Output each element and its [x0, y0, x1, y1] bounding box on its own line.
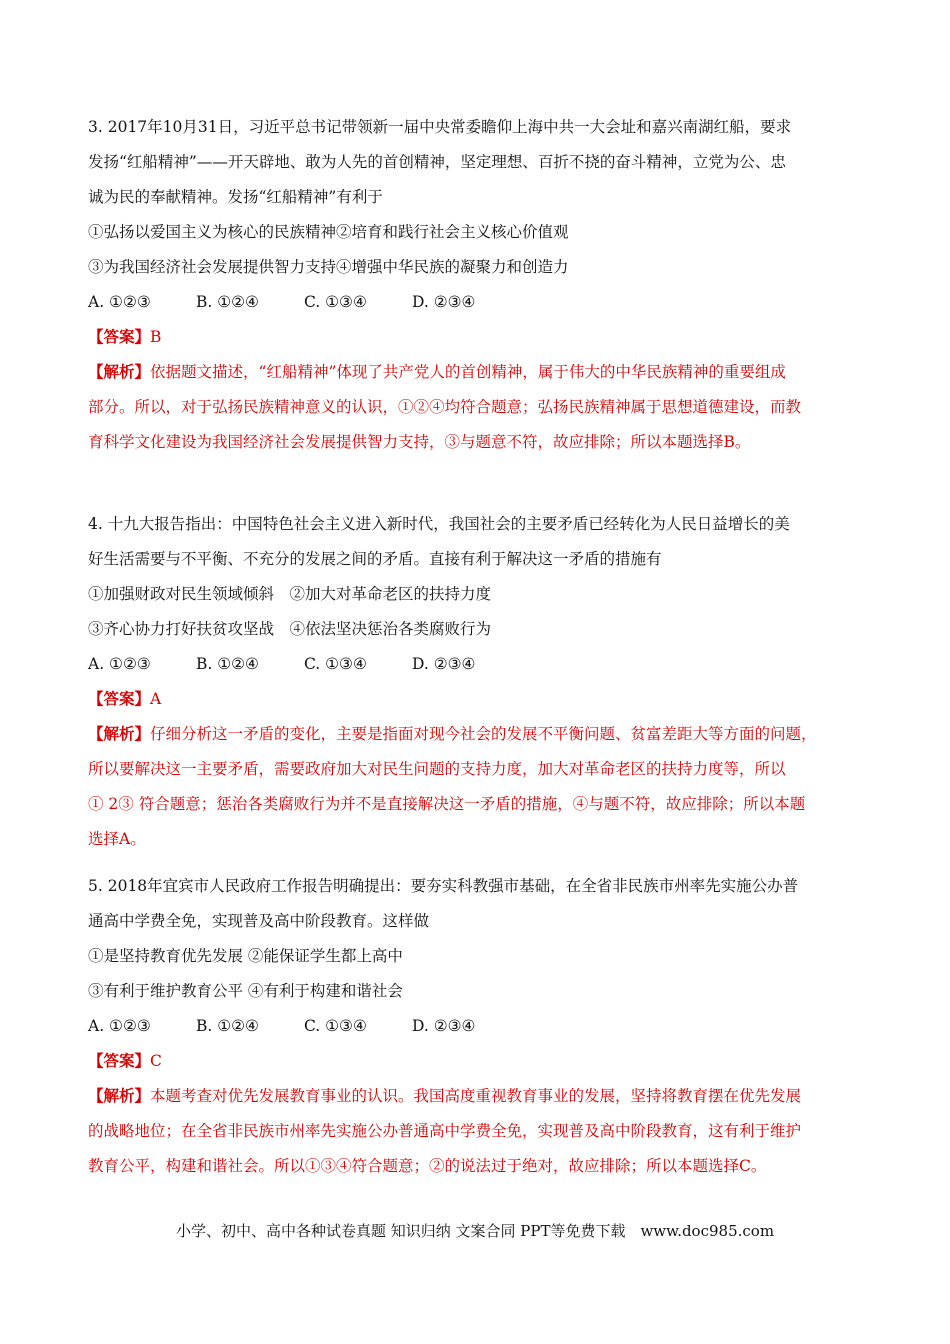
- stem-line: 4. 十九大报告指出：中国特色社会主义进入新时代，我国社会的主要矛盾已经转化为人民日益增长的美: [88, 515, 790, 533]
- explanation: [88, 362, 868, 452]
- stem-line: 发扬“红船精神”——开天辟地、敢为人先的首创精神，坚定理想、百折不挠的奋斗精神，立党为公、忠: [88, 153, 786, 171]
- option-line: ①加强财政对民生领域倾斜 ②加大对革命老区的扶持力度: [88, 585, 492, 603]
- question-stem: [88, 876, 868, 931]
- answer-value: C: [150, 1052, 162, 1070]
- choice-d: D. ②③④: [412, 1017, 476, 1035]
- option-line: ①是坚持教育优先发展 ②能保证学生都上高中: [88, 947, 403, 965]
- choice-a: A. ①②③: [88, 1017, 151, 1035]
- option-line: ①弘扬以爱国主义为核心的民族精神②培育和践行社会主义核心价值观: [88, 223, 569, 241]
- stem-line: 3. 2017年10月31日，习近平总书记带领新一届中央常委瞻仰上海中共一大会址和嘉兴南湖红船，要求: [88, 118, 792, 136]
- answer: [88, 1051, 868, 1071]
- explanation-line: 选择A。: [88, 830, 146, 848]
- choice-b: B. ①②④: [196, 655, 259, 673]
- answer-choices: [88, 292, 868, 312]
- explanation: [88, 724, 868, 849]
- question-stem: [88, 514, 868, 569]
- explanation-line: 所以要解决这一主要矛盾，需要政府加大对民生问题的支持力度，加大对革命老区的扶持力度等，所以: [88, 760, 786, 778]
- question-3: [88, 117, 868, 467]
- stem-line: 通高中学费全免，实现普及高中阶段教育。这样做: [88, 912, 430, 930]
- answer-value: A: [150, 690, 162, 708]
- answer: [88, 689, 868, 709]
- option-line: ③齐心协力打好扶贫攻坚战 ④依法坚决惩治各类腐败行为: [88, 620, 492, 638]
- choice-a: A. ①②③: [88, 655, 151, 673]
- choice-c: C. ①③④: [304, 293, 367, 311]
- answer-choices: [88, 654, 868, 674]
- option-line: ③有利于维护教育公平 ④有利于构建和谐社会: [88, 982, 403, 1000]
- explanation-line: 育科学文化建设为我国经济社会发展提供智力支持，③与题意不符，故应排除；所以本题选择B。: [88, 433, 751, 451]
- choice-d: D. ②③④: [412, 655, 476, 673]
- answer-label: 【答案】: [88, 689, 151, 708]
- question-options: [88, 946, 868, 1001]
- question-5: [88, 876, 868, 1191]
- answer: [88, 327, 868, 347]
- explanation-line: 依据题文描述，“红船精神”体现了共产党人的首创精神，属于伟大的中华民族精神的重要组成: [150, 363, 786, 381]
- answer-label: 【答案】: [88, 327, 151, 346]
- explanation-line: 的战略地位；在全省非民族市州率先实施公办普通高中学费全免，实现普及高中阶段教育，这有利于维护: [88, 1122, 802, 1140]
- answer-choices: [88, 1016, 868, 1036]
- question-4: [88, 514, 868, 864]
- explanation-line: ① 2③ 符合题意；惩治各类腐败行为并不是直接解决这一矛盾的措施，④与题不符，故应排除；所以本题: [88, 795, 806, 813]
- explanation-line: 本题考查对优先发展教育事业的认识。我国高度重视教育事业的发展，坚持将教育摆在优先发展: [150, 1087, 802, 1105]
- answer-label: 【答案】: [88, 1051, 151, 1070]
- option-line: ③为我国经济社会发展提供智力支持④增强中华民族的凝聚力和创造力: [88, 258, 569, 276]
- explanation-label: 【解析】: [88, 362, 151, 381]
- question-options: [88, 584, 868, 639]
- explanation-label: 【解析】: [88, 1086, 151, 1105]
- explanation-label: 【解析】: [88, 724, 151, 743]
- explanation: [88, 1086, 868, 1176]
- choice-b: B. ①②④: [196, 1017, 259, 1035]
- explanation-line: 部分。所以，对于弘扬民族精神意义的认识，①②④均符合题意；弘扬民族精神属于思想道德建设，而教: [88, 398, 802, 416]
- choice-c: C. ①③④: [304, 1017, 367, 1035]
- question-options: [88, 222, 868, 277]
- question-stem: [88, 117, 868, 207]
- explanation-line: 仔细分析这一矛盾的变化，主要是指面对现今社会的发展不平衡问题、贫富差距大等方面的问题，: [150, 725, 817, 743]
- answer-value: B: [150, 328, 162, 346]
- stem-line: 诚为民的奉献精神。发扬“红船精神”有利于: [88, 188, 383, 206]
- choice-d: D. ②③④: [412, 293, 476, 311]
- page-footer: 小学、初中、高中各种试卷真题 知识归纳 文案合同 PPT等免费下载 www.doc985.com: [175, 1222, 775, 1240]
- explanation-line: 教育公平，构建和谐社会。所以①③④符合题意；②的说法过于绝对，故应排除；所以本题选择C。: [88, 1157, 767, 1175]
- choice-b: B. ①②④: [196, 293, 259, 311]
- stem-line: 5. 2018年宜宾市人民政府工作报告明确提出：要夯实科教强市基础，在全省非民族市州率先实施公办普: [88, 877, 799, 895]
- choice-c: C. ①③④: [304, 655, 367, 673]
- choice-a: A. ①②③: [88, 293, 151, 311]
- stem-line: 好生活需要与不平衡、不充分的发展之间的矛盾。直接有利于解决这一矛盾的措施有: [88, 550, 662, 568]
